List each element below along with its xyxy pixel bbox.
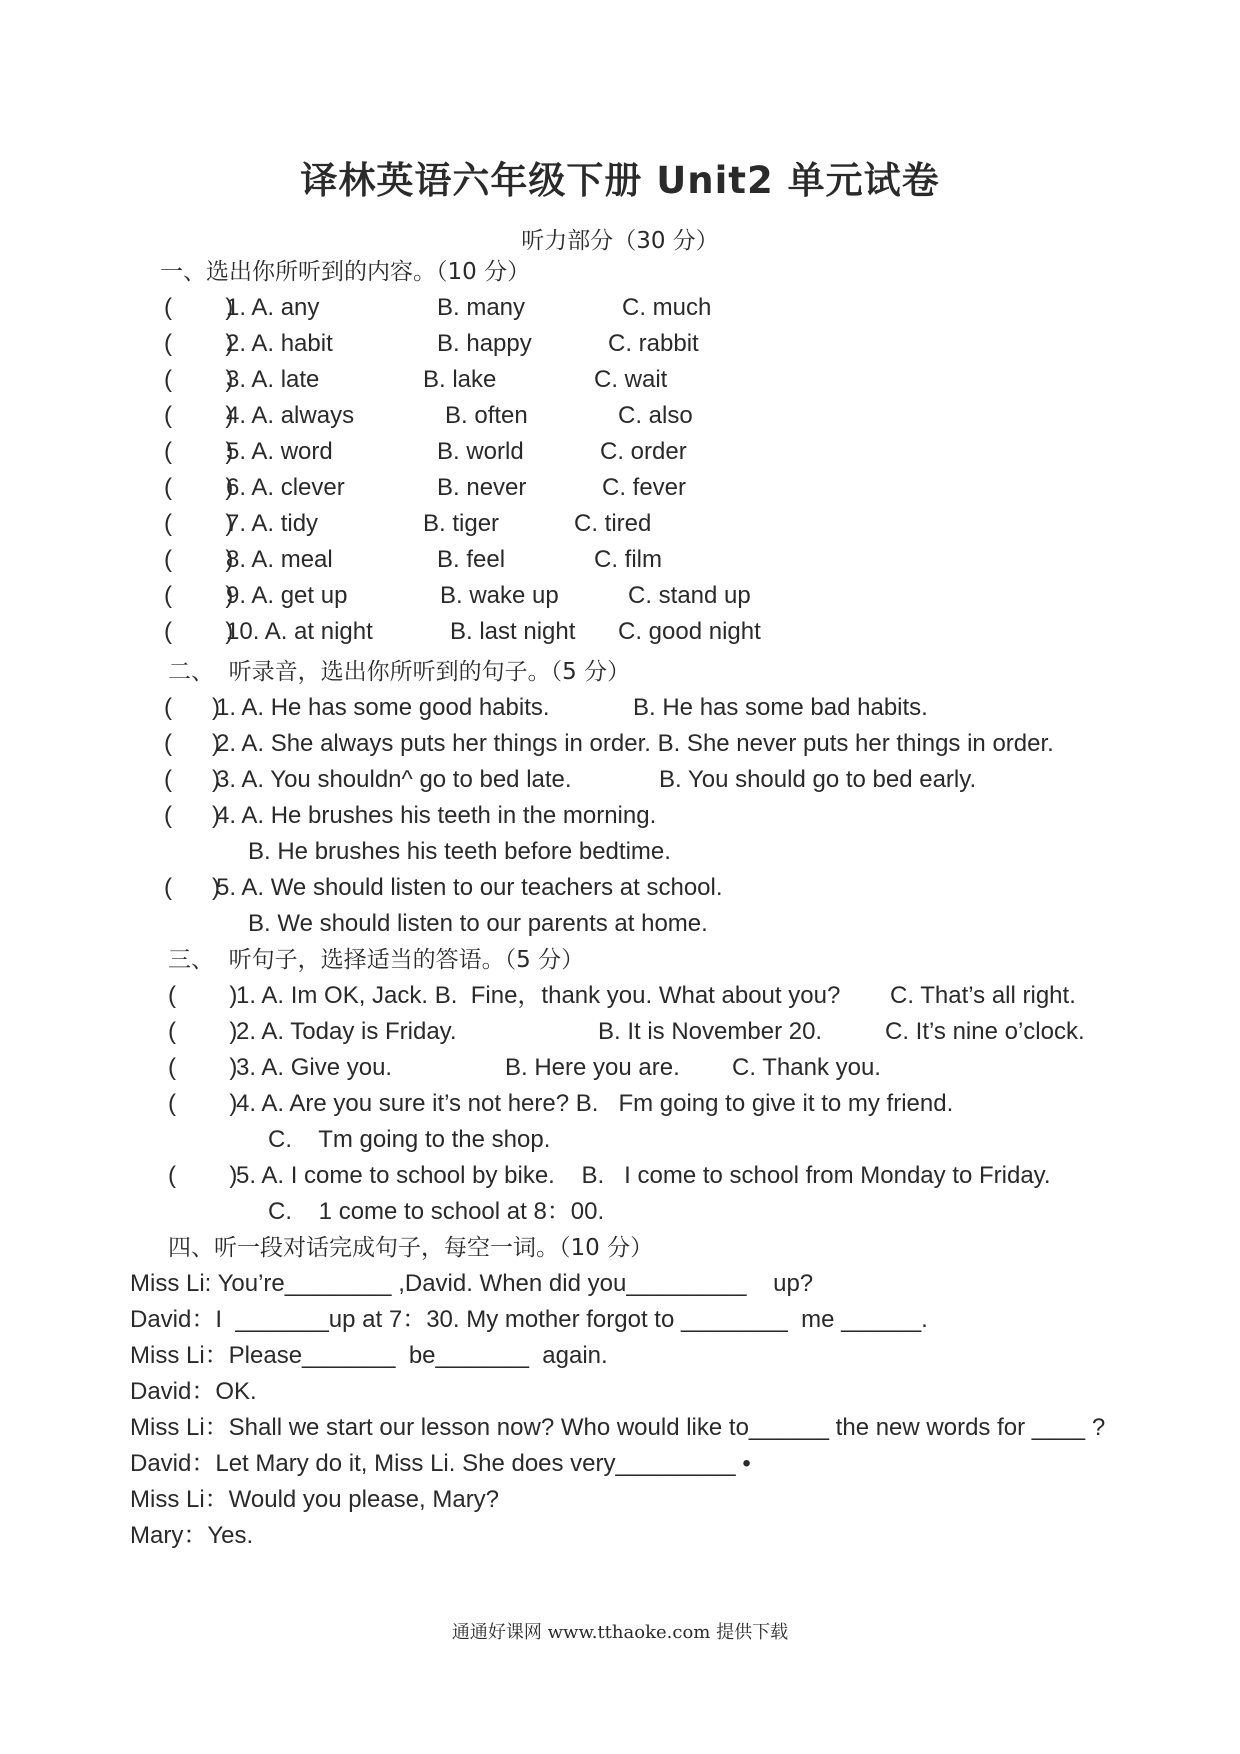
answer-paren: ( ) <box>168 1054 238 1081</box>
option-a: 3. A. You shouldn^ go to bed late. <box>216 766 572 793</box>
option-a: 9. A. get up <box>226 582 348 609</box>
dialogue-line: Mary：Yes. <box>130 1522 254 1549</box>
s3-item-4-c <box>268 1122 551 1158</box>
option-a: 5. A. We should listen to our teachers at school. <box>216 874 723 901</box>
option-c: C. stand up <box>628 582 751 609</box>
option-a: 8. A. meal <box>226 546 333 573</box>
option-b: B. He brushes his teeth before bedtime. <box>248 838 671 865</box>
dialogue-line: David：I _______up at 7：30. My mother forgot to ________ me ______. <box>130 1306 928 1333</box>
answer-paren: ( ) <box>168 1162 238 1189</box>
option-c: C. film <box>594 546 662 573</box>
option-b: B. lake <box>423 366 497 393</box>
option-b: B. wake up <box>440 582 559 609</box>
option-b: B. We should listen to our parents at home. <box>248 910 708 937</box>
s3-item-5 <box>168 1158 1051 1194</box>
answer-paren: ( ) <box>164 438 234 465</box>
dialogue-line: David：Let Mary do it, Miss Li. She does very_________ • <box>130 1450 751 1477</box>
option-b: B. world <box>437 438 524 465</box>
option-a: 3. A. late <box>226 366 320 393</box>
option-a: 4. A. He brushes his teeth in the morning. <box>216 802 657 829</box>
option-c: C. much <box>622 294 712 321</box>
option-b: B. Here you are. <box>505 1054 680 1081</box>
section-3-heading: 三、 听句子，选择适当的答语。（5 分） <box>168 947 585 973</box>
option-b: B. happy <box>437 330 532 357</box>
option-a: 2. A. She always puts her things in order. B. She never puts her things in order. <box>216 730 1054 757</box>
page-title: 译林英语六年级下册 Unit2 单元试卷 <box>300 159 940 202</box>
answer-paren: ( ) <box>168 1090 238 1117</box>
option-b: B. He has some bad habits. <box>633 694 928 721</box>
option-b: B. You should go to bed early. <box>659 766 977 793</box>
s2-item-5 <box>164 870 723 906</box>
option-b: B. tiger <box>423 510 500 537</box>
answer-paren: ( ) <box>164 366 234 393</box>
s3-item-2 <box>168 1014 1085 1050</box>
s2-item-2 <box>164 726 1054 762</box>
option-a: 5. A. word <box>226 438 333 465</box>
option-c: C. order <box>600 438 687 465</box>
section-4-heading: 四、听一段对话完成句子，每空一词。（10 分） <box>168 1235 654 1261</box>
option-a: 4. A. Are you sure it’s not here? B. Fm going to give it to my friend. <box>236 1090 954 1117</box>
option-b: B. feel <box>437 546 506 573</box>
s3-item-3 <box>168 1050 881 1086</box>
option-a: 5. A. I come to school by bike. B. I come to school from Monday to Friday. <box>236 1162 1051 1189</box>
dialogue-line: Miss Li：Would you please, Mary? <box>130 1486 500 1513</box>
s2-item-3 <box>164 762 977 798</box>
option-a: 1. A. He has some good habits. <box>216 694 550 721</box>
s3-item-4 <box>168 1086 954 1122</box>
dialogue-line: Miss Li: You’re________ ,David. When did you_________ up? <box>130 1270 814 1297</box>
option-c: C. good night <box>618 618 761 645</box>
answer-paren: ( ) <box>164 618 234 645</box>
option-c: C. tired <box>574 510 652 537</box>
option-c: C. rabbit <box>608 330 699 357</box>
dialogue-line: Miss Li：Shall we start our lesson now? Who would like to______ the new words for ____ ? <box>130 1414 1106 1441</box>
option-a: 10. A. at night <box>226 618 373 645</box>
section-2-heading: 二、 听录音，选出你所听到的句子。（5 分） <box>168 659 631 685</box>
option-b: B. often <box>445 402 528 429</box>
s2-item-1 <box>164 690 928 726</box>
option-c: C. also <box>618 402 693 429</box>
option-c: C. That’s all right. <box>890 982 1076 1009</box>
option-a: 6. A. clever <box>226 474 345 501</box>
option-c: C. It’s nine o’clock. <box>885 1018 1085 1045</box>
option-a: 2. A. Today is Friday. <box>236 1018 457 1045</box>
answer-paren: ( ) <box>168 982 238 1009</box>
s2-item-4 <box>164 798 657 834</box>
answer-paren: ( ) <box>168 1018 238 1045</box>
option-c: C. wait <box>594 366 668 393</box>
option-b: B. last night <box>450 618 576 645</box>
answer-paren: ( ) <box>164 294 234 321</box>
option-a: 1. A. Im OK, Jack. B. Fine，thank you. What about you? <box>236 982 841 1009</box>
option-c: C. Thank you. <box>732 1054 881 1081</box>
answer-paren: ( ) <box>164 694 220 721</box>
s3-item-5-c <box>268 1194 605 1230</box>
page-footer: 通通好课网 www.tthaoke.com 提供下载 <box>451 1622 789 1643</box>
section-1-heading: 一、选出你所听到的内容。（10 分） <box>160 259 531 285</box>
answer-paren: ( ) <box>164 402 234 429</box>
option-a: 3. A. Give you. <box>236 1054 393 1081</box>
dialogue-line: Miss Li：Please_______ be_______ again. <box>130 1342 608 1369</box>
s3-item-1 <box>168 978 1076 1014</box>
answer-paren: ( ) <box>164 546 234 573</box>
answer-paren: ( ) <box>164 510 234 537</box>
option-b: B. many <box>437 294 526 321</box>
page-subtitle: 听力部分（30 分） <box>521 228 719 254</box>
option-b: B. It is November 20. <box>598 1018 823 1045</box>
s2-item-4-b <box>248 834 671 870</box>
option-b: B. never <box>437 474 527 501</box>
answer-paren: ( ) <box>164 766 220 793</box>
answer-paren: ( ) <box>164 330 234 357</box>
option-a: 1. A. any <box>226 294 320 321</box>
answer-paren: ( ) <box>164 474 234 501</box>
answer-paren: ( ) <box>164 730 220 757</box>
answer-paren: ( ) <box>164 802 220 829</box>
answer-paren: ( ) <box>164 582 234 609</box>
option-a: 4. A. always <box>226 402 355 429</box>
option-c: C. 1 come to school at 8：00. <box>268 1198 605 1225</box>
option-a: 2. A. habit <box>226 330 333 357</box>
s2-item-5-b <box>248 906 708 942</box>
option-c: C. fever <box>602 474 687 501</box>
dialogue-line: David：OK. <box>130 1378 257 1405</box>
option-c: C. Tm going to the shop. <box>268 1126 551 1153</box>
answer-paren: ( ) <box>164 874 220 901</box>
option-a: 7. A. tidy <box>226 510 319 537</box>
